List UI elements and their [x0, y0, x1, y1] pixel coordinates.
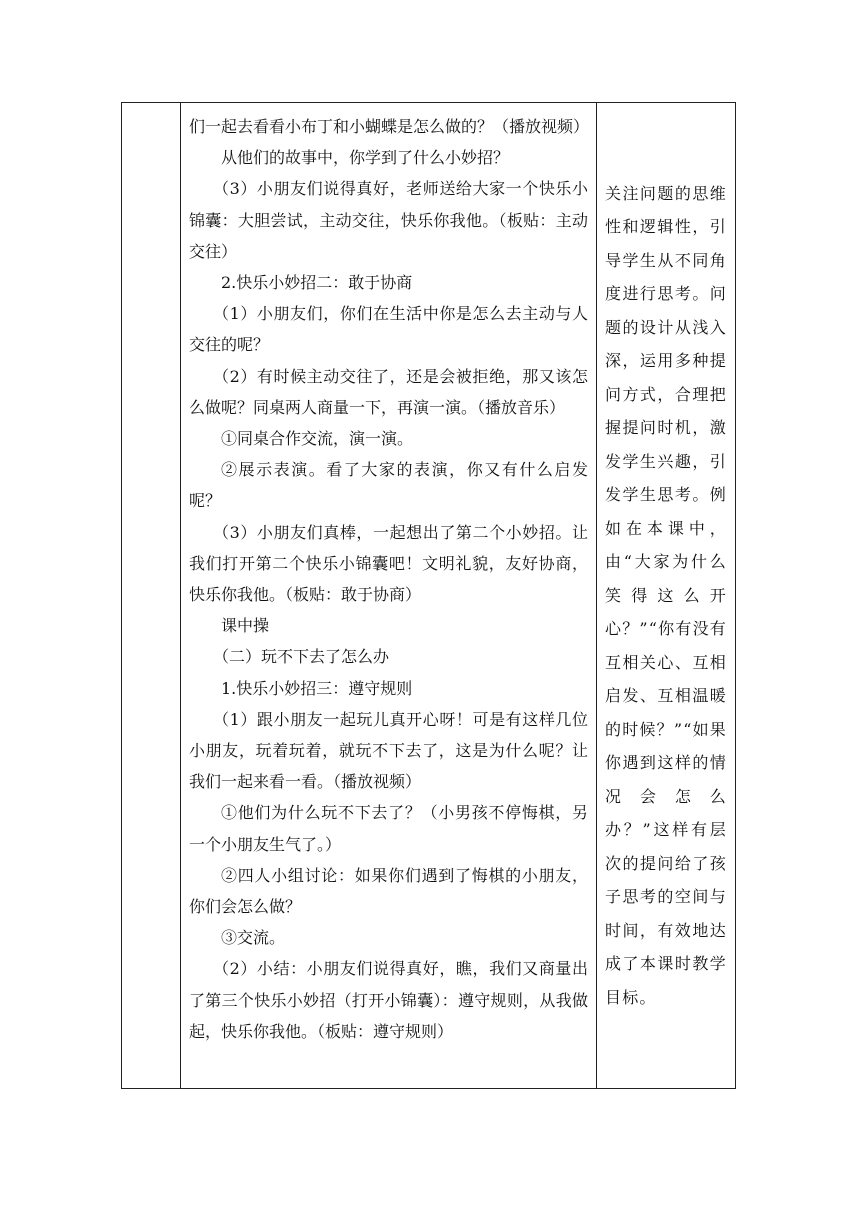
list-item: ③交流。	[221, 928, 286, 948]
list-item: ②展示表演。看了大家的表演，你又有什么启发呢？	[189, 460, 588, 511]
list-item: ①他们为什么玩不下去了？（小男孩不停悔棋，另一个小朋友生气了。）	[189, 803, 588, 854]
paragraph: 从他们的故事中，你学到了什么小妙招？	[221, 148, 510, 168]
section-heading: 1.快乐小妙招三：遵守规则	[221, 678, 413, 698]
paragraph: （2）有时候主动交往了，还是会被拒绝，那又该怎么做呢？同桌两人商量一下，再演一演。（播放音乐）	[189, 366, 588, 417]
section-heading: （二）玩不下去了怎么办	[213, 647, 390, 667]
paragraph: （3）小朋友们真棒，一起想出了第二个小妙招。让我们打开第二个快乐小锦囊吧！文明礼貌，友好协商，快乐你我他。（板贴：敢于协商）	[189, 522, 588, 605]
design-intent-cell	[597, 103, 736, 1089]
paragraph: 们一起去看看小布丁和小蝴蝶是怎么做的？（播放视频）	[189, 117, 590, 136]
list-item: ①同桌合作交流，演一演。	[221, 429, 414, 449]
table-row	[122, 103, 736, 1089]
lesson-plan-table	[121, 102, 736, 1089]
list-item: ②四人小组讨论：如果你们遇到了悔棋的小朋友，你们会怎么做？	[189, 865, 588, 917]
paragraph: （2）小结：小朋友们说得真好，瞧，我们又商量出了第三个快乐小妙招（打开小锦囊）：遵守规则，从我做起，快乐你我他。（板贴：遵守规则）	[189, 959, 588, 1041]
section-heading: 课中操	[221, 616, 270, 636]
teaching-process-cell	[181, 103, 597, 1089]
design-note: 关注问题的思维性和逻辑性，引导学生从不同角度进行思考。问题的设计从浅入深，运用多种提问方式，合理把握提问时机，激发学生兴趣，引发学生思考。例如在本课中，由“大家为什么笑得这么开心？”“你有没有互相关心、互相启发、互相温暖的时候？”“如果你遇到这样的情况会怎么办？”这样有层次的提问给了孩子思考的空间与时间，有效地达成了本课时教学目标。	[605, 183, 727, 1007]
paragraph: （3）小朋友们说得真好，老师送给大家一个快乐小锦囊：大胆尝试，主动交往，快乐你我他。（板贴：主动交往）	[189, 179, 588, 261]
empty-left-cell	[122, 103, 181, 1089]
paragraph: （1）小朋友们，你们在生活中你是怎么去主动与人交往的呢？	[189, 304, 588, 355]
section-heading: 2.快乐小妙招二：敢于协商	[221, 273, 413, 293]
paragraph: （1）跟小朋友一起玩儿真开心呀！可是有这样几位小朋友，玩着玩着，就玩不下去了，这是为什么呢？让我们一起来看一看。（播放视频）	[189, 709, 588, 792]
